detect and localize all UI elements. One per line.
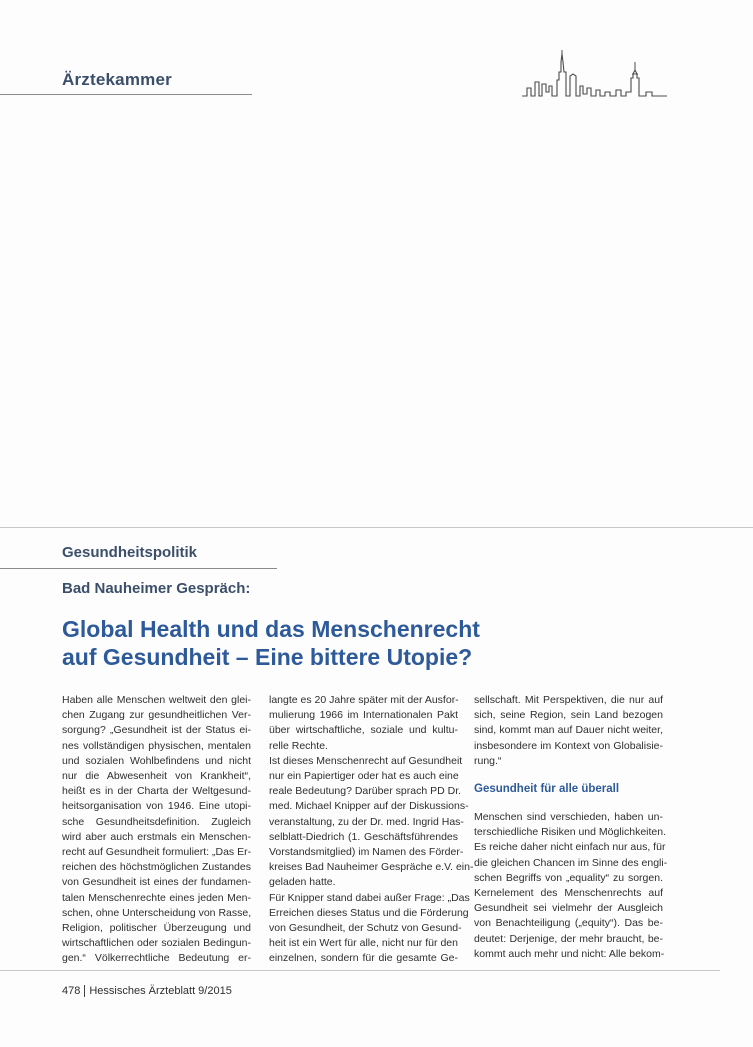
text-line: Erreichen dieses Status und die Förderung: [269, 906, 469, 919]
text-line: wirtschaftlichen oder sozialen Bedingun-: [62, 937, 251, 950]
text-line: kommt auch mehr und nicht: Alle bekom-: [474, 947, 665, 960]
text-line: schen Begriffs von „equality“ zu sorgen.: [474, 871, 663, 884]
text-line: talen Menschenrechte eines jeden Men-: [62, 891, 251, 904]
text-line: Gesundheit sei vielmehr der Ausgleich: [474, 902, 663, 915]
text-line: insbesondere im Kontext von Globalisie-: [474, 739, 663, 752]
text-line: von Gesundheit ist eines der fundamen-: [62, 876, 251, 889]
text-line: nes vollständigen physischen, mentalen: [62, 739, 251, 752]
text-line: nur die Abwesenheit von Krankheit“,: [62, 770, 251, 783]
text-line: heißt es in der Charta der Weltgesund-: [62, 785, 251, 798]
headline-line: Global Health und das Menschenrecht: [62, 616, 480, 642]
article-column-3: [474, 693, 668, 962]
article-column-1: [62, 693, 251, 967]
text-line: von Benachteiligung („equity“). Das be-: [474, 917, 663, 930]
text-line: Religion, politischer Überzeugung und: [62, 922, 251, 935]
text-line: med. Michael Knipper auf der Diskussions-: [269, 800, 469, 813]
article-category: Gesundheitspolitik: [62, 544, 198, 561]
text-line: sorgung? „Gesundheit ist der Status ei-: [62, 724, 251, 737]
footer-rule: [0, 970, 720, 971]
text-line: sich, seine Region, sein Land bezogen: [474, 709, 663, 722]
paragraph: [474, 693, 663, 769]
text-line: terschiedliche Risiken und Möglichkeiten.: [474, 826, 667, 839]
article-headline: [62, 615, 702, 671]
text-line: heit ist ein Wert für alle, nicht nur für den: [269, 937, 458, 950]
text-line: relle Rechte.: [269, 739, 328, 752]
text-line: veranstaltung, zu der Dr. med. Ingrid Has-: [269, 815, 464, 828]
text-line: sche Gesundheitsdefinition. Zugleich: [62, 815, 251, 828]
text-line: Kernelement des Menschenrechts auf: [474, 887, 663, 900]
text-line: Ist dieses Menschenrecht auf Gesundheit: [269, 754, 463, 767]
text-line: sind, kommt man auf Dauer nicht weiter,: [474, 724, 663, 737]
text-line: recht auf Gesundheit formuliert: „Das Er-: [62, 846, 252, 859]
page-footer: [62, 985, 232, 997]
text-line: Vorstandsmitglied) im Namen des Förder-: [269, 846, 464, 859]
text-line: kreises Bad Nauheimer Gespräche e.V. ein-: [269, 861, 474, 874]
text-line: einzelnen, sondern für die gesamte Ge-: [269, 952, 458, 965]
text-line: Es reiche daher nicht einfach nur aus, für: [474, 841, 666, 854]
article-column-2: [269, 693, 474, 967]
page-number: 478: [62, 985, 81, 997]
text-line: sellschaft. Mit Perspektiven, die nur auf: [474, 694, 663, 706]
section-title: Ärztekammer: [62, 70, 172, 89]
text-line: Für Knipper stand dabei außer Frage: „Das: [269, 891, 470, 904]
text-line: selblatt-Diedrich (1. Geschäftsführendes: [269, 830, 458, 843]
article-subtitle: Bad Nauheimer Gespräch:: [62, 580, 251, 597]
text-line: und sozialen Wohlbefindens und nicht: [62, 754, 251, 767]
text-line: reichen des höchstmöglichen Zustandes: [62, 861, 251, 874]
text-line: rung.“: [474, 754, 502, 767]
skyline-logo: [522, 50, 667, 102]
text-line: langte es 20 Jahre später mit der Ausfor-: [269, 694, 459, 706]
text-line: die gleichen Chancen im Sinne des engli-: [474, 856, 668, 869]
text-line: schen, ohne Unterscheidung von Rasse,: [62, 906, 252, 919]
text-line: mulierung 1966 im Internationalen Pakt: [269, 709, 458, 722]
text-line: wird aber auch erstmals ein Menschen-: [62, 830, 251, 843]
headline-line: auf Gesundheit – Eine bittere Utopie?: [62, 644, 473, 670]
page-divider: [0, 527, 753, 528]
text-line: reale Bedeutung? Darüber sprach PD Dr.: [269, 785, 462, 798]
footer-separator: [84, 985, 85, 997]
category-rule: [0, 568, 277, 569]
header-rule: [0, 94, 252, 95]
paragraph: [474, 810, 668, 962]
text-line: Menschen sind verschieden, haben un-: [474, 811, 663, 824]
text-line: gen.“ Völkerrechtliche Bedeutung er-: [62, 952, 251, 965]
text-line: Haben alle Menschen weltweit den glei-: [62, 694, 251, 706]
text-line: chen Zugang zur gesundheitlichen Ver-: [62, 709, 251, 722]
subheading: Gesundheit für alle überall: [474, 783, 620, 796]
publication-name: Hessisches Ärzteblatt 9/2015: [89, 985, 232, 997]
text-line: über wirtschaftliche, soziale und kultu-: [269, 724, 458, 737]
text-line: von Gesundheit, der Schutz von Gesund-: [269, 922, 462, 935]
text-line: deutet: Derjenige, der mehr braucht, be-: [474, 932, 663, 945]
text-line: heitsorganisation von 1946. Eine utopi-: [62, 800, 251, 813]
text-line: nur ein Papiertiger oder hat es auch eine: [269, 770, 459, 783]
text-line: geladen hatte.: [269, 876, 336, 889]
